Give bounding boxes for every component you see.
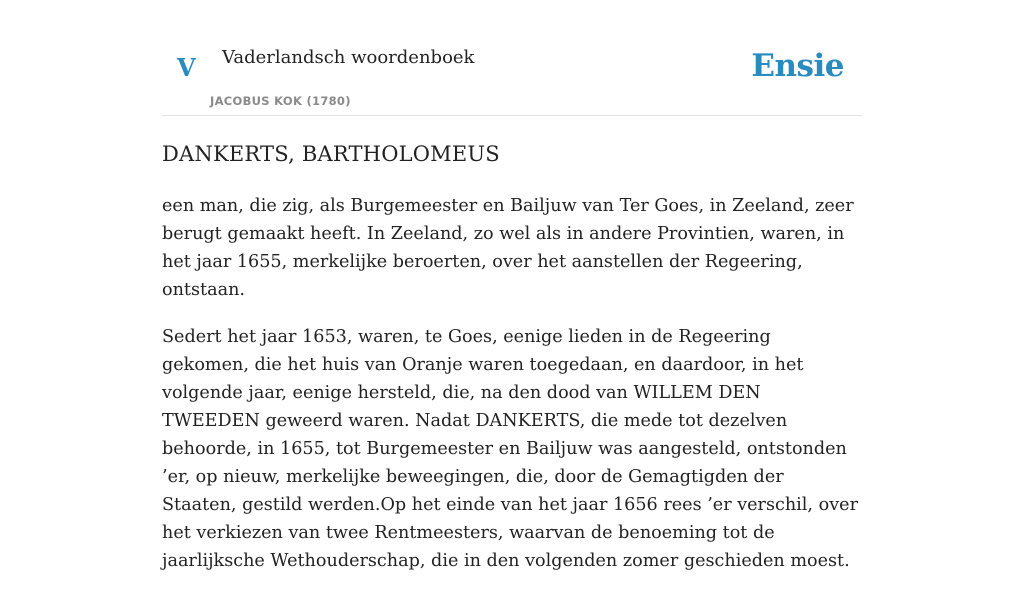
entry-body — [162, 192, 862, 594]
entry-paragraph: een man, die zig, als Burgemeester en Bailjuw van Ter Goes, in Zeeland, zeer berugt gemaakt heeft. In Zeeland, zo wel als in andere Provintien, waren, in het jaar 1655, merkelijke beroerten, over het aanstellen der Regeering, ontstaan. — [162, 196, 854, 300]
entry-title: DANKERTS, BARTHOLOMEUS — [162, 142, 500, 166]
book-title-link[interactable]: Vaderlandsch woordenboek — [222, 47, 475, 68]
page — [162, 0, 862, 571]
header — [162, 0, 862, 116]
book-author: JACOBUS KOK (1780) — [210, 94, 351, 108]
letter-index-link[interactable]: V — [177, 53, 196, 82]
ensie-logo[interactable]: Ensie — [751, 48, 844, 84]
entry-paragraph: Sedert het jaar 1653, waren, te Goes, eenige lieden in de Regeering gekomen, die het huis van Oranje waren toegedaan, en daardoor, in het volgende jaar, eenige hersteld, die, na den dood van WILLEM DEN TWEEDEN geweerd waren. Nadat DANKERTS, die mede tot dezelven behoorde, in 1655, tot Burgemeester en Bailjuw was aangesteld, ontstonden ’er, op nieuw, merkelijke beweegingen, die, door de Gemagtigden der Staaten, gestild werden.Op het einde van het jaar 1656 rees ’er verschil, over het verkiezen van twee Rentmeesters, waarvan de benoeming tot de jaarlijksche Wethouderschap, die in den volgenden zomer geschieden moest. — [162, 327, 858, 571]
